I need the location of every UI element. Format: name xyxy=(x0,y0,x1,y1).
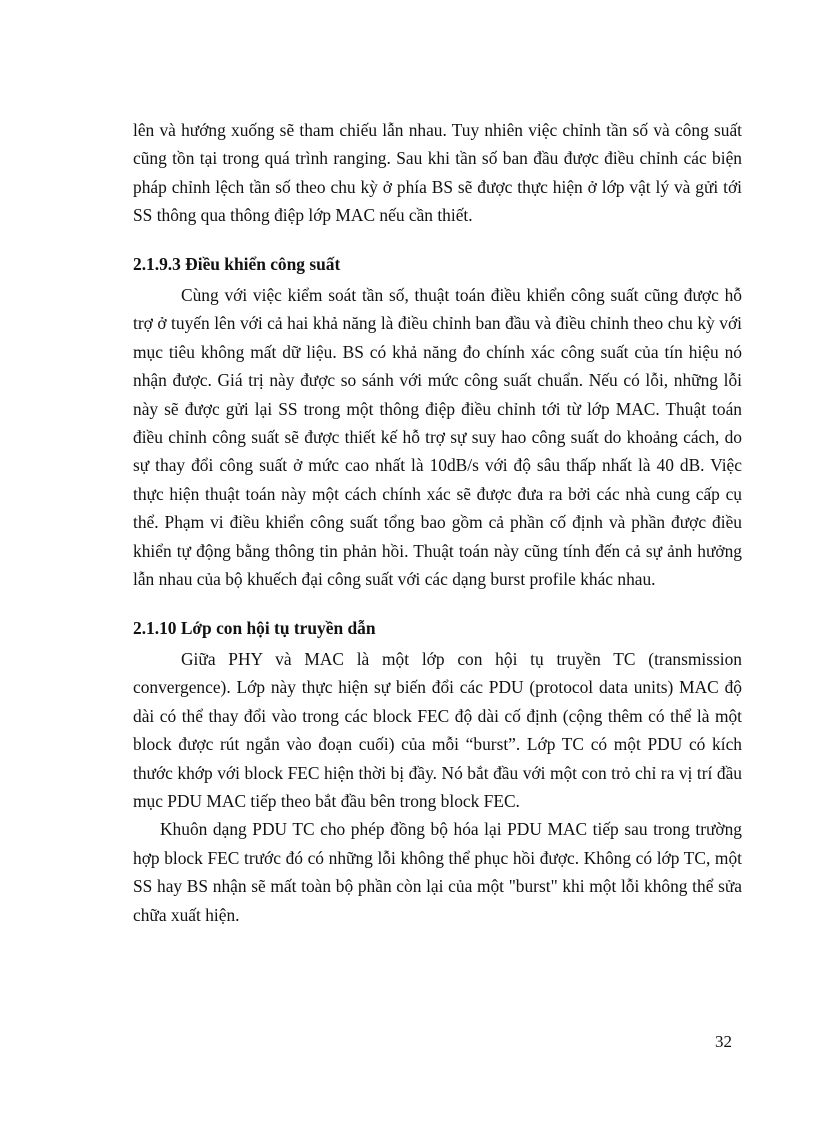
page-number: 32 xyxy=(715,1032,732,1051)
section-2110-paragraph-2: Khuôn dạng PDU TC cho phép đồng bộ hóa lại PDU MAC tiếp sau trong trường hợp block FEC trước đó có những lỗi không thể phục hồi được. Không có lớp TC, một SS hay BS nhận sẽ mất toàn bộ phần còn lại của một "burst" khi một lỗi không thể sửa chữa xuất hiện. xyxy=(133,819,742,925)
intro-paragraph: lên và hướng xuống sẽ tham chiếu lẫn nhau. Tuy nhiên việc chỉnh tần số và công suất cũng tồn tại trong quá trình ranging. Sau khi tần số ban đầu được điều chỉnh các biện pháp chỉnh lệch tần số theo chu kỳ ở phía BS sẽ được thực hiện ở lớp vật lý và gửi tới SS thông qua thông điệp lớp MAC nếu cần thiết. xyxy=(133,120,742,226)
section-heading-2193: 2.1.9.3 Điều khiển công suất xyxy=(133,253,341,274)
section-2193-paragraph: Cùng với việc kiểm soát tần số, thuật toán điều khiển công suất cũng được hỗ trợ ở tuyến lên với cả hai khả năng là điều chỉnh ban đầu và điều chỉnh theo chu kỳ với mục tiêu không mất dữ liệu. BS có khả năng đo chính xác công suất của tín hiệu nó nhận được. Giá trị này được so sánh với mức công suất chuẩn. Nếu có lỗi, những lỗi này sẽ được gửi lại SS trong một thông điệp điều chỉnh tới từ lớp MAC. Thuật toán điều chỉnh công suất sẽ được thiết kế hỗ trợ sự suy hao công suất do khoảng cách, do sự thay đổi công suất ở mức cao nhất là 10dB/s với độ sâu thấp nhất là 40 dB. Việc thực hiện thuật toán này một cách chính xác sẽ được đưa ra bởi các nhà cung cấp cụ thể. Phạm vi điều khiển công suất tổng bao gồm cả phần cố định và phần được điều khiển tự động bằng thông tin phản hồi. Thuật toán này cũng tính đến cả sự ảnh hưởng lẫn nhau của bộ khuếch đại công suất với các dạng burst profile khác nhau. xyxy=(133,285,742,590)
page-content xyxy=(133,116,742,929)
section-spacer xyxy=(133,594,742,614)
section-2110-paragraph-1: Giữa PHY và MAC là một lớp con hội tụ truyền TC (transmission convergence). Lớp này thực hiện sự biến đổi các PDU (protocol data units) MAC độ dài có thể thay đổi vào trong các block FEC độ dài cố định (cộng thêm có thể là một block được rút ngắn vào đoạn cuối) của mỗi “burst”. Lớp TC có một PDU có kích thước khớp với block FEC hiện thời bị đầy. Nó bắt đầu với một con trỏ chỉ ra vị trí đầu mục PDU MAC tiếp theo bắt đầu bên trong block FEC. xyxy=(133,648,742,811)
section-heading-2110: 2.1.10 Lớp con hội tụ truyền dẫn xyxy=(133,617,376,638)
section-spacer xyxy=(133,230,742,250)
